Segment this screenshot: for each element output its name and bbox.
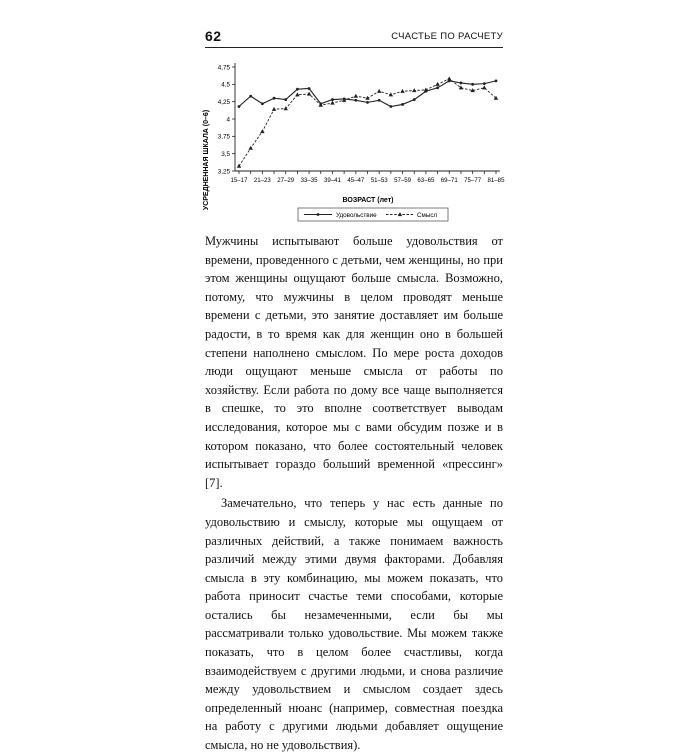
x-tick-label: 45–47: [347, 177, 365, 184]
body-text: [205, 232, 503, 755]
x-tick-label: 69–71: [440, 177, 458, 184]
series-2-point: [400, 89, 404, 93]
series-1-point: [401, 103, 404, 106]
x-tick-label: 15–17: [230, 177, 248, 184]
x-tick-label: 57–59: [394, 177, 412, 184]
series-2-point: [482, 85, 486, 89]
x-tick-label: 63–65: [417, 177, 435, 184]
legend-label-1: Удовольствие: [336, 212, 377, 219]
paragraph-2: Замечательно, что теперь у нас есть данные по удовольствию и смыслу, которые мы ощущаем от различных действий, а также понимаем важность различий между этими двумя факторами. Добавляя смысла в эту комбинацию, мы можем показать, что работа приносит счастье теми способами, которые остались бы незамеченными, если бы мы рассматривали только удовольствие. Мы можем также показать, что в целом более счастливы, когда взаимодействуем с другими людьми, и снова различие между удовольствием и смыслом создает здесь определенный нюанс (например, совместная поездка на работу с другими людьми добавляет ощущение смысла, но не удовольствия).: [205, 496, 503, 753]
x-tick-label: 39–41: [323, 177, 341, 184]
y-tick-label: 4,5: [221, 81, 230, 89]
series-2-point: [248, 146, 252, 150]
series-1-point: [238, 105, 241, 108]
y-axis-label: УСРЕДНЕННАЯ ШКАЛА (0–6): [203, 109, 210, 211]
page-header: [205, 28, 503, 46]
paragraph-1: Мужчины испытывают больше удовольствия от времени, проведенного с детьми, чем женщины, но при этом женщины ощущают больше смысла. Возможно, потому, что мужчины в целом проводят меньше времени с детьми, это занятие доставляет им больше радости, в то время как для женщин оно в большей степени наполнено смыслом. По мере роста доходов люди ощущают меньше смысла от работы по хозяйству. Если работа по дому все чаще выполняется в спешке, то это вполне соответствует выводам исследования, которое мы с вами обсудим позже и в котором показано, что более состоятельный человек испытывает гораздо больший временной «прессинг» [7].: [205, 234, 503, 490]
y-tick-label: 3,75: [217, 133, 230, 141]
series-1-point: [389, 105, 392, 108]
series-1-point: [460, 82, 463, 85]
series-2-point: [307, 92, 311, 96]
series-1-point: [471, 83, 474, 86]
series-2-point: [284, 106, 288, 110]
x-tick-label: 27–29: [277, 177, 295, 184]
series-2-point: [354, 94, 358, 98]
chart-legend: [298, 208, 448, 221]
series-1-point: [366, 101, 369, 104]
x-tick-label: 75–77: [464, 177, 482, 184]
y-tick-label: 3,25: [217, 168, 230, 176]
series-1-point: [436, 86, 439, 89]
series-1-point: [331, 98, 334, 101]
series-1-point: [296, 88, 299, 91]
series-1-point: [273, 97, 276, 100]
series-2-point: [260, 129, 264, 133]
series-2-point: [435, 82, 439, 86]
y-tick-label: 4,25: [217, 98, 230, 106]
x-tick-label: 81–85: [487, 177, 505, 184]
series-1-point: [483, 82, 486, 85]
y-tick-label: 3,5: [221, 150, 230, 158]
series-1-point: [413, 98, 416, 101]
chart-axes: [218, 63, 505, 184]
x-tick-label: 21–23: [253, 177, 271, 184]
series-1-point: [249, 95, 252, 98]
y-tick-label: 4,75: [217, 64, 230, 72]
series-1-point: [284, 98, 287, 101]
series-2-point: [459, 85, 463, 89]
x-axis-label: ВОЗРАСТ (лет): [342, 197, 394, 204]
series-1-point: [495, 79, 498, 82]
series-2-point: [447, 76, 451, 80]
y-tick-label: 4: [226, 116, 230, 124]
series-1-point: [308, 87, 311, 90]
running-title: СЧАСТЬЕ ПО РАСЧЕТУ: [391, 31, 503, 42]
series-2-point: [330, 101, 334, 105]
legend-marker-1: [317, 213, 320, 216]
series-2-point: [272, 107, 276, 111]
series-2-point: [295, 92, 299, 96]
x-tick-label: 33–35: [300, 177, 318, 184]
page-number: 62: [205, 28, 222, 44]
series-layer: [237, 76, 498, 167]
age-line-chart: [195, 55, 515, 225]
legend-label-2: Смысл: [417, 212, 438, 219]
series-1-point: [261, 102, 264, 105]
series-1-point: [354, 99, 357, 102]
series-1-point: [378, 99, 381, 102]
header-rule: [205, 47, 503, 48]
series-line-2: [239, 79, 496, 166]
series-2-point: [377, 89, 381, 93]
x-tick-label: 51–53: [370, 177, 388, 184]
